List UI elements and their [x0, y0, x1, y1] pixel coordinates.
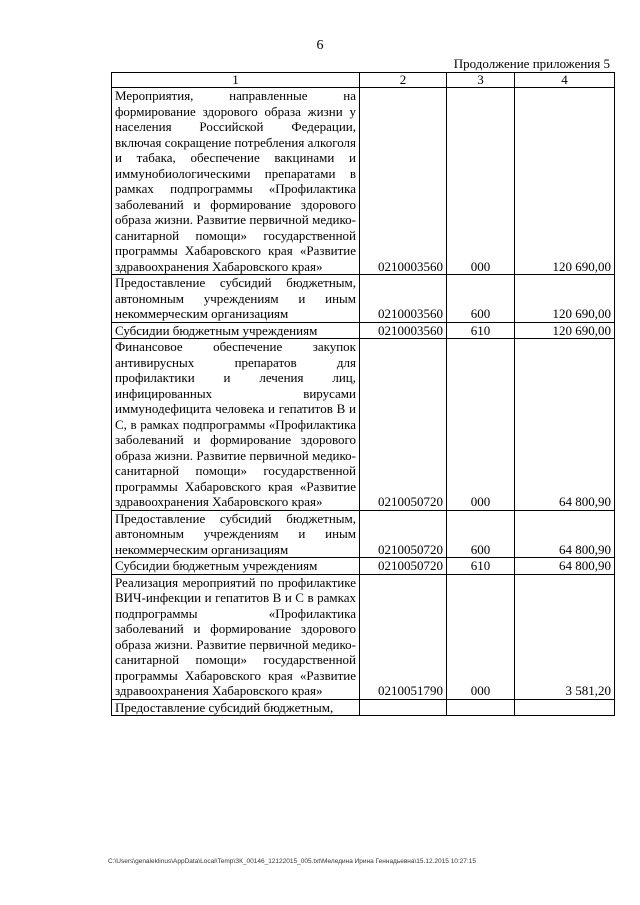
- row-type: 000: [447, 339, 515, 511]
- row-amount: 120 690,00: [515, 322, 615, 339]
- row-type: 000: [447, 574, 515, 699]
- header-row: [112, 73, 615, 88]
- page-number: 6: [316, 38, 324, 53]
- table-row: [112, 510, 615, 558]
- table-row: [112, 88, 615, 275]
- row-description: Субсидии бюджетным учреждениям: [112, 558, 360, 575]
- row-amount: 64 800,90: [515, 558, 615, 575]
- table-row: [112, 574, 615, 699]
- row-description: Предоставление субсидий бюджетным,: [112, 699, 360, 716]
- row-description: Предоставление субсидий бюджетным, автономным учреждениям и иным некоммерческим организациям: [112, 275, 360, 323]
- row-amount: 64 800,90: [515, 339, 615, 511]
- row-code: 0210003560: [360, 322, 447, 339]
- row-description: Реализация мероприятий по профилактике ВИЧ-инфекции и гепатитов В и С в рамках подпрограммы «Профилактика заболеваний и формирование здорового образа жизни. Развитие первичной медико-санитарной помощи» государственной программы Хабаровского края «Развитие здравоохранения Хабаровского края»: [112, 574, 360, 699]
- table-row: [112, 275, 615, 323]
- row-amount: 120 690,00: [515, 275, 615, 323]
- row-type: 000: [447, 88, 515, 275]
- row-code: [360, 699, 447, 716]
- row-type: 600: [447, 275, 515, 323]
- budget-table: [111, 72, 615, 716]
- row-amount: 64 800,90: [515, 510, 615, 558]
- table-row: [112, 339, 615, 511]
- row-code: 0210051790: [360, 574, 447, 699]
- row-code: 0210003560: [360, 275, 447, 323]
- row-type: 600: [447, 510, 515, 558]
- continuation-label: Продолжение приложения 5: [453, 56, 610, 71]
- row-type: 610: [447, 558, 515, 575]
- table-row: [112, 699, 615, 716]
- header-col-3: 3: [447, 73, 515, 88]
- row-description: Мероприятия, направленные на формирование здорового образа жизни у населения Российской Федерации, включая сокращение потребления алкоголя и табака, обеспечение вакцинами и иммунобиологическими препаратами в рамках подпрограммы «Профилактика заболеваний и формирование здорового образа жизни. Развитие первичной медико-санитарной помощи» государственной программы Хабаровского края «Развитие здравоохранения Хабаровского края»: [112, 88, 360, 275]
- row-amount: 3 581,20: [515, 574, 615, 699]
- row-code: 0210050720: [360, 510, 447, 558]
- file-path-footer: C:\Users\genaleklinus\AppData\Local\Temp\ЗК_00146_12122015_005.txt\Меледина Ирина Геннадьевна\15.12.2015 10:27:15: [108, 858, 476, 865]
- row-type: 610: [447, 322, 515, 339]
- row-amount: 120 690,00: [515, 88, 615, 275]
- table-row: [112, 322, 615, 339]
- row-description: Финансовое обеспечение закупок антивирусных препаратов для профилактики и лечения лиц, инфицированных вирусами иммунодефицита человека и гепатитов В и С, в рамках подпрограммы «Профилактика заболеваний и формирование здорового образа жизни. Развитие первичной медико-санитарной помощи» государственной программы Хабаровского края «Развитие здравоохранения Хабаровского края»: [112, 339, 360, 511]
- row-code: 0210003560: [360, 88, 447, 275]
- row-type: [447, 699, 515, 716]
- row-description: Субсидии бюджетным учреждениям: [112, 322, 360, 339]
- row-code: 0210050720: [360, 558, 447, 575]
- row-amount: [515, 699, 615, 716]
- row-description: Предоставление субсидий бюджетным, автономным учреждениям и иным некоммерческим организациям: [112, 510, 360, 558]
- row-code: 0210050720: [360, 339, 447, 511]
- table-row: [112, 558, 615, 575]
- header-col-2: 2: [360, 73, 447, 88]
- header-col-4: 4: [515, 73, 615, 88]
- header-col-1: 1: [112, 73, 360, 88]
